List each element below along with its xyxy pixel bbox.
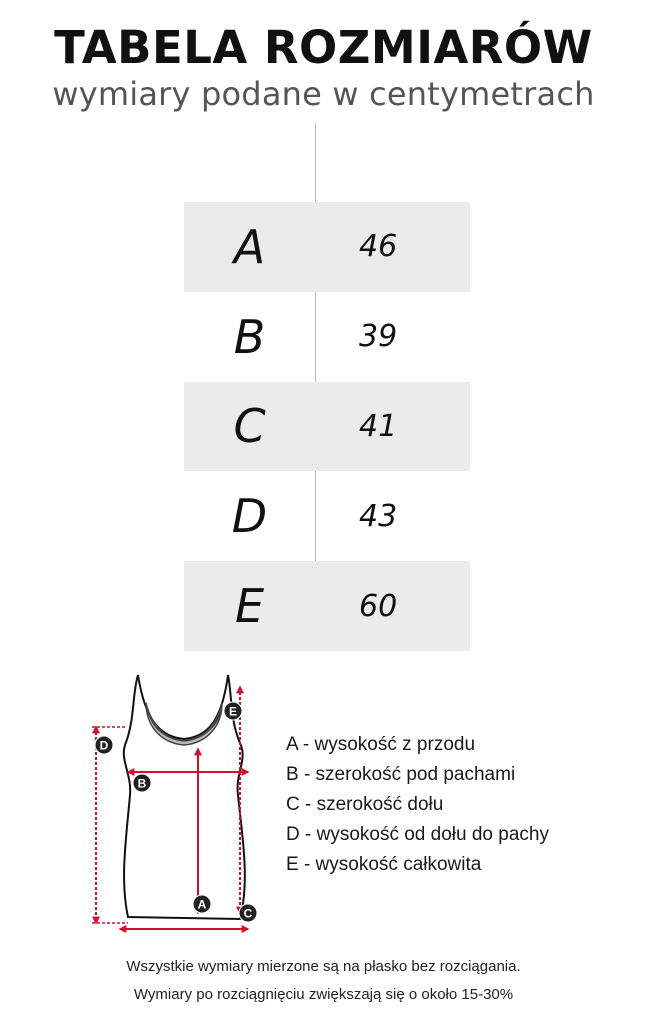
measure-value: 39 [359, 319, 398, 355]
marker-c-label: C [243, 906, 253, 921]
table-row [184, 202, 470, 292]
page-title: TABELA ROZMIARÓW [54, 21, 593, 74]
measure-letter: D [231, 489, 268, 544]
marker-d [95, 736, 113, 754]
measure-letter: C [233, 399, 266, 454]
marker-b-label: B [137, 776, 147, 791]
measure-value: 46 [359, 229, 398, 265]
marker-c [239, 904, 257, 922]
legend-item: B - szerokość pod pachami [286, 764, 516, 785]
measure-value: 41 [359, 408, 398, 444]
measure-value: 60 [359, 588, 398, 624]
legend-item: A - wysokość z przodu [286, 734, 476, 755]
legend-item: D - wysokość od dołu do pachy [286, 824, 549, 845]
stretch-note: Wymiary po rozciągnięciu zwiększają się o około 15-30% [133, 986, 514, 1003]
page-subtitle: wymiary podane w centymetrach [52, 75, 595, 113]
garment-diagram [80, 665, 280, 940]
marker-a [193, 895, 211, 913]
measurement-legend [286, 730, 549, 880]
table-row [184, 471, 470, 561]
marker-a-label: A [197, 897, 207, 912]
measure-letter: A [233, 219, 266, 274]
legend-item: E - wysokość całkowita [286, 854, 482, 875]
legend-item: C - szerokość dołu [286, 794, 444, 815]
measure-letter: E [234, 579, 265, 634]
marker-b [133, 774, 151, 792]
measure-letter: B [233, 309, 266, 364]
table-row [184, 382, 470, 472]
marker-e [224, 702, 242, 720]
table-row [184, 561, 470, 651]
marker-d-label: D [99, 738, 109, 753]
marker-e-label: E [228, 704, 238, 719]
table-row [184, 292, 470, 382]
size-table [184, 202, 470, 651]
measurement-note: Wszystkie wymiary mierzone są na płasko bez rozciągania. [126, 958, 521, 975]
measure-value: 43 [359, 498, 398, 534]
